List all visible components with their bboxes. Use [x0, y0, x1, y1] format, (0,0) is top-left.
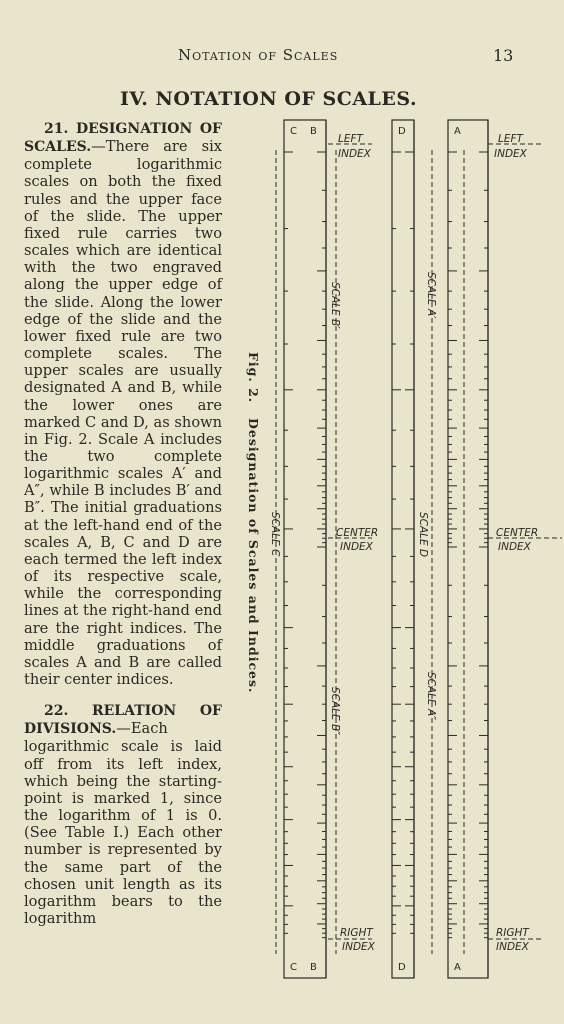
label-left-index: INDEX [338, 148, 371, 160]
label-left-index-a: INDEX [494, 148, 527, 160]
scale-letter-a-bottom: A [454, 962, 461, 973]
figure-number: Fig. 2. [246, 352, 261, 404]
outline-cb [284, 120, 326, 978]
graduation-ticks [284, 152, 488, 938]
paragraph-22 [24, 702, 222, 927]
label-scale-a2: SCALE A″ [425, 672, 437, 721]
label-scale-c: SCALE C [269, 512, 281, 557]
label-right: RIGHT [340, 927, 373, 939]
label-right-index-a: INDEX [496, 941, 529, 953]
label-center-index: INDEX [340, 541, 373, 553]
outline-a [448, 120, 488, 978]
running-title: Notation of Scales [178, 46, 339, 64]
label-left-a: LEFT [498, 133, 523, 145]
label-center: CENTER [336, 527, 379, 539]
outline-d [392, 120, 414, 978]
section-heading: 22. RELATION OF DIVISIONS. [24, 703, 222, 738]
label-scale-a1: SCALE A′ [425, 272, 437, 319]
scale-letter-b: B [310, 126, 317, 137]
scale-letter-d: D [398, 126, 406, 137]
section-text: —Each logarithmic scale is laid off from its left index, which being the starting-point is marked 1, since the logarithm of 1 is 0. (See Table I.) Each other number is represented by the same part of the chosen unit length as its logarithm bears to the logarithm [24, 720, 222, 928]
label-scale-b1: SCALE B′ [329, 282, 341, 329]
page-number: 13 [493, 46, 514, 65]
scale-letter-c: C [290, 126, 297, 137]
label-left: LEFT [338, 133, 363, 145]
chapter-title: IV. NOTATION OF SCALES. [120, 88, 418, 110]
running-header [0, 46, 564, 68]
label-scale-b2: SCALE B″ [329, 687, 341, 736]
label-right-a: RIGHT [496, 927, 529, 939]
paragraph-21 [24, 120, 222, 688]
section-text: —There are six complete logarithmic scales on both the fixed rules and the upper face of the slide. The upper fixed rule carries two scales which are identical with the two engraved along the upper edge of the slide. Along the lower edge of the slide and the lower fixed rule are two complete scales. The upper scales are usually designated A and B, while the lower ones are marked C and D, as shown in Fig. 2. Scale A includes the two complete logarithmic scales A′ and A″, while B includes B′ and B″. The initial graduations at the left-hand end of the scales A, B, C and D are each termed the left index of its respective scale, while the corresponding lines at the right-hand end are the right indices. The middle graduations of scales A and B are called their center indices. [24, 138, 222, 688]
slide-rule-figure [232, 112, 562, 982]
rule-outlines [284, 120, 488, 978]
section-heading: 21. DESIGNATION OF SCALES. [24, 121, 222, 156]
text-column [24, 120, 222, 927]
label-center-index-a: INDEX [498, 541, 531, 553]
figure-caption-text: Designation of Scales and Indices. [246, 418, 261, 694]
scale-letter-c-bottom: C [290, 962, 297, 973]
label-right-index: INDEX [342, 941, 375, 953]
label-center-a: CENTER [496, 527, 539, 539]
label-scale-d: SCALE D [417, 512, 429, 558]
scale-letter-d-bottom: D [398, 962, 406, 973]
scale-letter-b-bottom: B [310, 962, 317, 973]
scale-letter-a: A [454, 126, 461, 137]
